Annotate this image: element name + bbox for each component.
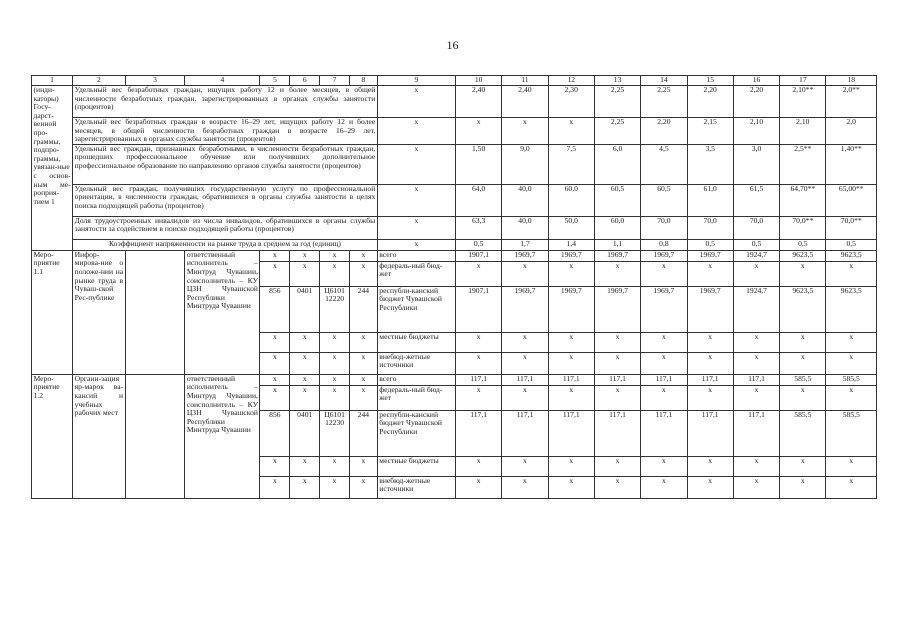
measure-name: Инфор-мирова-ние о положе-нии на рынке труда в Чуваш-ской Рес-публике xyxy=(73,250,125,374)
budget-code-grbs: х xyxy=(260,250,290,261)
indicator-value: 2,20 xyxy=(733,86,779,118)
column-number: 3 xyxy=(125,76,185,86)
funding-value: 585,5 xyxy=(826,410,877,456)
funding-value: х xyxy=(594,385,640,410)
budget-code-section: 0401 xyxy=(290,410,320,456)
budget-code-grbs: х xyxy=(260,374,290,385)
funding-source: внебюд-жетные источники xyxy=(377,476,455,498)
indicator-value: 61,5 xyxy=(733,184,779,216)
indicator-value: х xyxy=(455,118,501,145)
indicator-col9: х xyxy=(377,216,455,239)
measure-row xyxy=(32,250,877,261)
indicator-value: 2,20 xyxy=(687,86,733,118)
funding-value: 1969,7 xyxy=(594,250,640,261)
funding-value: 117,1 xyxy=(502,374,548,385)
funding-value: 9623,5 xyxy=(826,286,877,332)
indicator-value: 0,5 xyxy=(687,239,733,250)
funding-value: 117,1 xyxy=(641,410,687,456)
indicator-value: 4,5 xyxy=(641,144,687,184)
funding-value: 117,1 xyxy=(455,410,501,456)
indicator-value: 6,0 xyxy=(594,144,640,184)
budget-code-section: х xyxy=(290,352,320,374)
funding-value: х xyxy=(548,456,594,476)
budget-code-expense: х xyxy=(349,476,377,498)
funding-value: х xyxy=(548,261,594,286)
budget-code-expense: х xyxy=(349,456,377,476)
funding-value: 1969,7 xyxy=(548,250,594,261)
measure-label: Меро-приятие 1.2 xyxy=(32,374,73,498)
funding-value: 1969,7 xyxy=(641,286,687,332)
page-number: 16 xyxy=(446,38,459,52)
funding-value: х xyxy=(733,456,779,476)
indicator-value: 70,0 xyxy=(733,216,779,239)
measure-label: Меро-приятие 1.1 xyxy=(32,250,73,374)
budget-code-grbs: х xyxy=(260,352,290,374)
indicator-name: Доля трудоустроенных инвалидов из числа инвалидов, обратившихся в органы службы занятости за содействием в поиске подходящей работы (процентов) xyxy=(73,216,378,239)
measure-row xyxy=(32,374,877,385)
funding-value: х xyxy=(548,385,594,410)
budget-code-expense: х xyxy=(349,374,377,385)
indicator-value: 1,50 xyxy=(455,144,501,184)
column-number: 4 xyxy=(185,76,260,86)
funding-value: 1907,1 xyxy=(455,286,501,332)
program-table xyxy=(31,75,877,499)
funding-value: 9623,5 xyxy=(780,286,826,332)
indicator-value: 0,5 xyxy=(826,239,877,250)
budget-code-target: Ц6101 12230 xyxy=(320,410,350,456)
column-number: 13 xyxy=(594,76,640,86)
indicator-value: 1,4 xyxy=(548,239,594,250)
budget-code-expense: 244 xyxy=(349,410,377,456)
funding-value: х xyxy=(502,352,548,374)
indicator-value: 0,8 xyxy=(641,239,687,250)
budget-code-target: х xyxy=(320,476,350,498)
funding-value: 117,1 xyxy=(548,374,594,385)
budget-code-target: х xyxy=(320,385,350,410)
empty-cell xyxy=(125,374,185,498)
indicator-value: 63,3 xyxy=(455,216,501,239)
funding-value: 1969,7 xyxy=(641,250,687,261)
funding-value: х xyxy=(733,332,779,352)
column-number: 5 xyxy=(260,76,290,86)
budget-code-target: х xyxy=(320,374,350,385)
indicator-name: Удельный вес граждан, получивших государственную услугу по профессиональной ориентации, в численности граждан, обратившихся в органы службы занятости в целях поиска подходящей работы (процентов) xyxy=(73,184,378,216)
funding-value: 1969,7 xyxy=(687,250,733,261)
indicator-name: Удельный вес граждан, признанных безработными, в численности безработных граждан, прошедших профессиональное обучение или получивших дополнительное профессиональное образование по направлению органов службы занятости (процентов) xyxy=(73,144,378,184)
indicator-value: 65,00** xyxy=(826,184,877,216)
measure-executor: ответственный исполнитель – Минтруд Чувашии, соисполнитель – КУ ЦЗН Чувашской Республики Минтруда Чувашии xyxy=(185,250,260,374)
column-number: 6 xyxy=(290,76,320,86)
indicator-col9: х xyxy=(377,144,455,184)
budget-code-target: х xyxy=(320,352,350,374)
funding-value: 117,1 xyxy=(641,374,687,385)
funding-value: х xyxy=(594,332,640,352)
funding-value: 117,1 xyxy=(502,410,548,456)
budget-code-expense: х xyxy=(349,352,377,374)
funding-value: 117,1 xyxy=(733,410,779,456)
budget-code-section: х xyxy=(290,385,320,410)
funding-value: 117,1 xyxy=(594,374,640,385)
indicator-row xyxy=(32,216,877,239)
funding-value: х xyxy=(455,352,501,374)
indicator-value: 7,5 xyxy=(548,144,594,184)
column-number: 9 xyxy=(377,76,455,86)
indicator-value: 1,7 xyxy=(502,239,548,250)
indicator-value: 70,0 xyxy=(687,216,733,239)
funding-source: всего xyxy=(377,374,455,385)
funding-value: 1969,7 xyxy=(502,286,548,332)
funding-value: х xyxy=(780,352,826,374)
funding-value: 585,5 xyxy=(826,374,877,385)
budget-code-section: х xyxy=(290,374,320,385)
funding-value: х xyxy=(826,456,877,476)
column-number: 17 xyxy=(780,76,826,86)
budget-code-target: х xyxy=(320,261,350,286)
indicator-name: Удельный вес безработных граждан в возрасте 16–29 лет, ищущих работу 12 и более месяцев, в общей численности безработных граждан в возрасте 16–29 лет, зарегистрированных в органах службы занятости (процентов) xyxy=(74,117,376,144)
funding-value: х xyxy=(733,261,779,286)
column-number: 10 xyxy=(455,76,501,86)
budget-code-target: х xyxy=(320,456,350,476)
budget-code-grbs: х xyxy=(260,332,290,352)
funding-value: х xyxy=(687,385,733,410)
indicator-value: 70,0** xyxy=(780,216,826,239)
indicator-value: 60,0 xyxy=(548,184,594,216)
indicator-value: 2,15 xyxy=(687,118,733,145)
funding-value: х xyxy=(826,352,877,374)
indicator-col9: х xyxy=(377,184,455,216)
funding-value: 585,5 xyxy=(780,374,826,385)
budget-code-target: х xyxy=(320,250,350,261)
budget-code-target: Ц6101 12220 xyxy=(320,286,350,332)
funding-value: х xyxy=(455,456,501,476)
funding-value: х xyxy=(641,352,687,374)
funding-value: х xyxy=(733,476,779,498)
indicator-value: 64,70** xyxy=(780,184,826,216)
funding-value: х xyxy=(594,261,640,286)
indicator-value: 9,0 xyxy=(502,144,548,184)
column-number: 11 xyxy=(502,76,548,86)
indicator-value: 2,40 xyxy=(502,86,548,118)
indicator-value: 40,0 xyxy=(502,216,548,239)
column-number-row xyxy=(32,76,877,86)
indicator-value: 50,0 xyxy=(548,216,594,239)
indicator-value: х xyxy=(548,118,594,145)
budget-code-target: х xyxy=(320,332,350,352)
funding-value: х xyxy=(594,476,640,498)
indicator-row xyxy=(32,86,877,118)
funding-value: 1969,7 xyxy=(687,286,733,332)
indicator-group-label: (инди-каторы) Госу-дарст-венной про-граммы, подпро-граммы, увязан-ные с основ-ным ме-роприя-тием 1 xyxy=(32,86,73,251)
indicator-value: 2,5** xyxy=(780,144,826,184)
budget-code-grbs: х xyxy=(260,456,290,476)
indicator-value: 60,0 xyxy=(594,216,640,239)
indicator-value: 2,0** xyxy=(826,86,877,118)
column-number: 18 xyxy=(826,76,877,86)
table-body xyxy=(32,76,877,499)
funding-source: местные бюджеты xyxy=(377,332,455,352)
indicator-value: 70,0 xyxy=(641,216,687,239)
funding-value: х xyxy=(780,261,826,286)
funding-value: 1969,7 xyxy=(502,250,548,261)
measure-name: Органи-зация яр-марок ва-кансий и учебных рабочих мест xyxy=(73,374,125,498)
funding-value: х xyxy=(548,332,594,352)
funding-value: х xyxy=(780,456,826,476)
funding-value: х xyxy=(687,456,733,476)
funding-value: х xyxy=(502,332,548,352)
funding-value: х xyxy=(455,476,501,498)
funding-value: 117,1 xyxy=(455,374,501,385)
indicator-col9: х xyxy=(377,239,455,250)
indicator-value: 70,0** xyxy=(826,216,877,239)
indicator-value: 1,1 xyxy=(594,239,640,250)
funding-value: 1924,7 xyxy=(733,286,779,332)
indicator-name: Удельный вес безработных граждан, ищущих работу 12 и более месяцев, в общей численности безработных граждан, зарегистрированных в органах службы занятости (процентов) xyxy=(73,86,378,118)
funding-value: х xyxy=(780,476,826,498)
indicator-value: 64,0 xyxy=(455,184,501,216)
funding-value: х xyxy=(548,352,594,374)
funding-value: х xyxy=(826,385,877,410)
indicator-value: 61,0 xyxy=(687,184,733,216)
budget-code-grbs: 856 xyxy=(260,286,290,332)
funding-value: х xyxy=(733,352,779,374)
measure-executor: ответственный исполнитель – Минтруд Чувашии, соисполнитель – КУ ЦЗН Чувашской Республики Минтруда Чувашии xyxy=(185,374,260,498)
funding-value: 585,5 xyxy=(780,410,826,456)
budget-code-expense: х xyxy=(349,261,377,286)
funding-value: х xyxy=(641,332,687,352)
budget-code-grbs: х xyxy=(260,261,290,286)
funding-source: федераль-ный бюд-жет xyxy=(377,261,455,286)
funding-value: х xyxy=(502,456,548,476)
column-number: 12 xyxy=(548,76,594,86)
budget-code-section: х xyxy=(290,476,320,498)
funding-value: 117,1 xyxy=(687,374,733,385)
indicator-value: 1,40** xyxy=(826,144,877,184)
funding-value: х xyxy=(641,476,687,498)
budget-code-section: х xyxy=(290,261,320,286)
funding-value: 117,1 xyxy=(687,410,733,456)
indicator-value: 2,25 xyxy=(594,118,640,145)
funding-value: х xyxy=(641,456,687,476)
funding-source: внебюд-жетные источники xyxy=(377,352,455,374)
funding-value: х xyxy=(455,385,501,410)
funding-value: 1907,1 xyxy=(455,250,501,261)
funding-value: х xyxy=(594,456,640,476)
funding-source: республи-канский бюджет Чувашской Республики xyxy=(377,286,455,332)
indicator-value: 2,20 xyxy=(641,118,687,145)
funding-source: республи-канский бюджет Чувашской Республики xyxy=(377,410,455,456)
budget-code-expense: х xyxy=(349,385,377,410)
budget-code-grbs: х xyxy=(260,476,290,498)
budget-code-section: 0401 xyxy=(290,286,320,332)
funding-value: х xyxy=(641,385,687,410)
funding-value: х xyxy=(826,476,877,498)
budget-code-section: х xyxy=(290,332,320,352)
funding-value: х xyxy=(780,385,826,410)
indicator-value: 2,40 xyxy=(455,86,501,118)
funding-value: 1969,7 xyxy=(594,286,640,332)
indicator-value: 60,5 xyxy=(594,184,640,216)
funding-value: 117,1 xyxy=(548,410,594,456)
indicator-name: Коэффициент напряженности на рынке труда в среднем за год (единиц) xyxy=(73,239,378,250)
funding-value: х xyxy=(733,385,779,410)
funding-value: х xyxy=(548,476,594,498)
budget-code-grbs: 856 xyxy=(260,410,290,456)
indicator-value: 2,25 xyxy=(594,86,640,118)
indicator-row xyxy=(32,118,877,145)
funding-value: х xyxy=(455,332,501,352)
funding-value: х xyxy=(594,352,640,374)
indicator-value: 0,5 xyxy=(780,239,826,250)
funding-value: х xyxy=(641,261,687,286)
budget-code-section: х xyxy=(290,250,320,261)
funding-value: 117,1 xyxy=(594,410,640,456)
funding-value: 9623,5 xyxy=(780,250,826,261)
funding-value: 1969,7 xyxy=(548,286,594,332)
budget-code-section: х xyxy=(290,456,320,476)
funding-value: х xyxy=(687,352,733,374)
indicator-value: 40,0 xyxy=(502,184,548,216)
budget-code-expense: х xyxy=(349,332,377,352)
column-number: 16 xyxy=(733,76,779,86)
indicator-value: 60,5 xyxy=(641,184,687,216)
funding-value: х xyxy=(687,261,733,286)
funding-value: х xyxy=(826,332,877,352)
indicator-value: 2,25 xyxy=(641,86,687,118)
column-number: 7 xyxy=(320,76,350,86)
funding-source: местные бюджеты xyxy=(377,456,455,476)
budget-code-expense: х xyxy=(349,250,377,261)
indicator-row xyxy=(32,239,877,250)
indicator-value: 2,30 xyxy=(548,86,594,118)
funding-value: х xyxy=(780,332,826,352)
column-number: 14 xyxy=(641,76,687,86)
funding-value: х xyxy=(826,261,877,286)
budget-code-expense: 244 xyxy=(349,286,377,332)
budget-code-grbs: х xyxy=(260,385,290,410)
indicator-row xyxy=(32,184,877,216)
funding-value: 9623,5 xyxy=(826,250,877,261)
column-number: 1 xyxy=(32,76,73,86)
indicator-value: 2,10 xyxy=(780,118,826,145)
indicator-value: 3,5 xyxy=(687,144,733,184)
indicator-col9: х xyxy=(377,118,455,145)
indicator-row xyxy=(32,144,877,184)
indicator-value: 0,5 xyxy=(733,239,779,250)
funding-value: 117,1 xyxy=(733,374,779,385)
empty-cell xyxy=(125,250,185,374)
column-number: 15 xyxy=(687,76,733,86)
funding-value: х xyxy=(502,385,548,410)
funding-source: всего xyxy=(377,250,455,261)
funding-value: 1924,7 xyxy=(733,250,779,261)
column-number: 8 xyxy=(349,76,377,86)
indicator-value: 2,10** xyxy=(780,86,826,118)
funding-value: х xyxy=(687,476,733,498)
funding-value: х xyxy=(455,261,501,286)
indicator-value: 3,0 xyxy=(733,144,779,184)
indicator-value: 2,10 xyxy=(733,118,779,145)
funding-value: х xyxy=(687,332,733,352)
funding-value: х xyxy=(502,261,548,286)
indicator-col9: х xyxy=(377,86,455,118)
indicator-value: 2,0 xyxy=(826,118,877,145)
funding-source: федераль-ный бюд-жет xyxy=(377,385,455,410)
column-number: 2 xyxy=(73,76,125,86)
indicator-value: 0,5 xyxy=(455,239,501,250)
funding-value: х xyxy=(502,476,548,498)
indicator-value: х xyxy=(502,118,548,145)
